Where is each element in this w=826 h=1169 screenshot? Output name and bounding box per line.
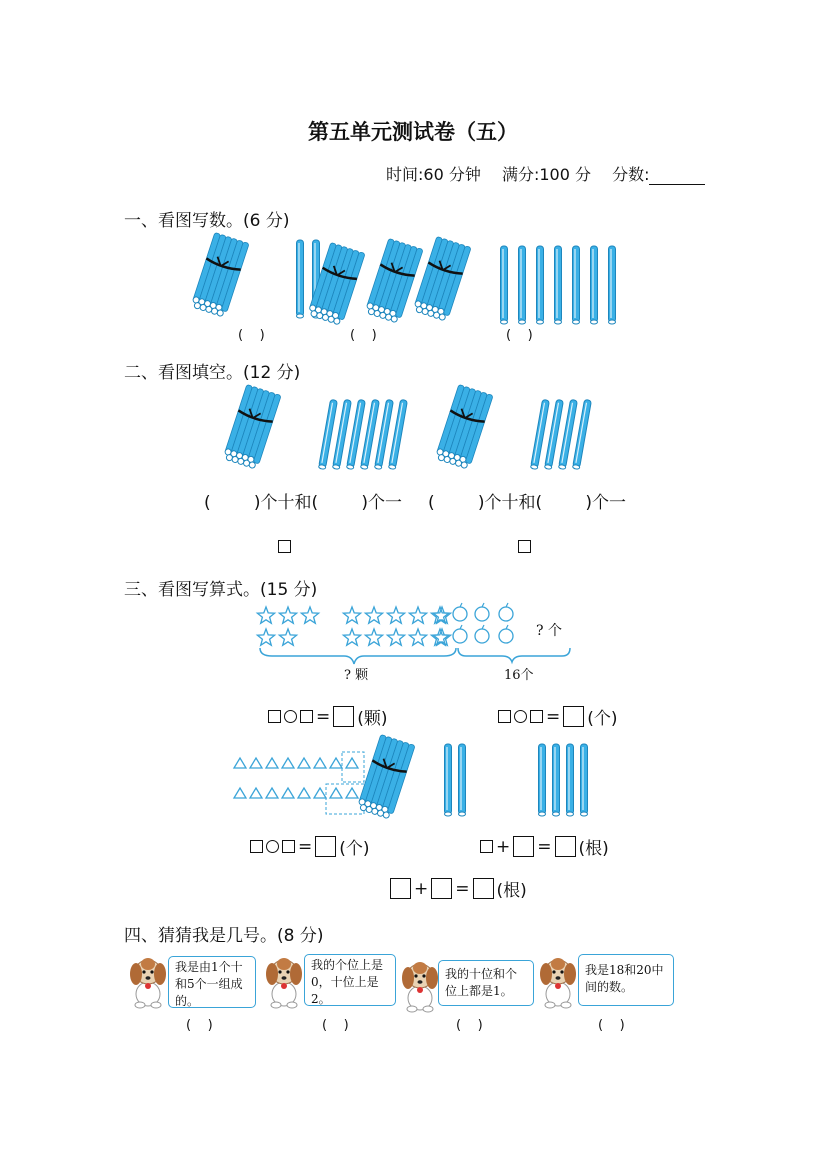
eq3-box-a[interactable]	[250, 840, 263, 853]
equation-2	[498, 704, 618, 729]
section-2-sticks-figure	[230, 386, 610, 476]
star-icon	[409, 629, 426, 645]
eq1-operator[interactable]	[284, 710, 297, 723]
clue-bubble-2: 我的个位上是0，十位上是2。	[304, 954, 396, 1006]
stick-icon	[553, 744, 560, 816]
eq2-operator[interactable]	[514, 710, 527, 723]
eq1-box-b[interactable]	[300, 710, 313, 723]
apples-total-label: 16个	[504, 668, 534, 683]
star-icon	[257, 607, 274, 623]
test-meta	[386, 162, 721, 185]
score-blank[interactable]	[649, 170, 705, 185]
eq3-unit: (个)	[339, 839, 370, 859]
eq3-equals: =	[298, 836, 313, 857]
eq1-unit: (颗)	[357, 709, 388, 729]
answer-box-2a[interactable]	[278, 540, 291, 553]
eq4-box-b[interactable]	[513, 836, 534, 857]
triangle-icon	[346, 758, 358, 768]
clue-bubble-4: 我是18和20中间的数。	[578, 954, 674, 1006]
stick-icon	[459, 744, 466, 816]
section-2-heading: 二、看图填空。(12 分)	[124, 363, 301, 383]
puppy-icon	[398, 956, 442, 1012]
eq2-equals: =	[546, 706, 561, 727]
answer-blank-4a[interactable]: ( )	[186, 1018, 213, 1033]
score-label: 分数:	[612, 165, 650, 184]
eq2-unit: (个)	[587, 709, 618, 729]
star-icon	[257, 629, 274, 645]
puppy-icon	[126, 952, 170, 1008]
page-title: 第五单元测试卷（五）	[308, 120, 518, 144]
star-icon	[301, 607, 318, 623]
bundle-icon	[191, 232, 249, 317]
eq2-box-a[interactable]	[498, 710, 511, 723]
star-icon	[387, 629, 404, 645]
bundle-icon	[357, 734, 415, 819]
fill-blank-left[interactable]: ( )个十和( )个一	[204, 493, 402, 513]
apple-icon	[499, 625, 513, 643]
triangle-icon	[314, 758, 326, 768]
clue-bubble-1: 我是由1个十和5个一组成的。	[168, 956, 256, 1008]
full-score: 满分:100 分	[501, 165, 591, 184]
stick-icon	[501, 246, 508, 324]
answer-blank-4d[interactable]: ( )	[598, 1018, 625, 1033]
bundle-icon	[365, 238, 423, 323]
fill-blank-right[interactable]: ( )个十和( )个一	[428, 493, 626, 513]
eq5-equals: =	[455, 878, 470, 899]
eq1-box-a[interactable]	[268, 710, 281, 723]
triangle-icon	[266, 758, 278, 768]
star-icon	[279, 629, 296, 645]
equation-5	[390, 876, 527, 901]
apple-icon	[453, 603, 467, 621]
triangle-icon	[330, 788, 342, 798]
star-icon	[343, 629, 360, 645]
star-icon	[365, 607, 382, 623]
triangle-icon	[298, 788, 310, 798]
stick-icon	[445, 744, 452, 816]
answer-box-2b[interactable]	[518, 540, 531, 553]
stick-icon	[567, 744, 574, 816]
answer-blank-4c[interactable]: ( )	[456, 1018, 483, 1033]
apple-icon	[475, 603, 489, 621]
stick-icon	[537, 246, 544, 324]
equation-1	[268, 704, 388, 729]
eq5-result-box[interactable]	[473, 878, 494, 899]
eq5-box-a[interactable]	[390, 878, 411, 899]
apple-icon	[475, 625, 489, 643]
eq1-equals: =	[316, 706, 331, 727]
star-icon	[387, 607, 404, 623]
stick-icon	[555, 246, 562, 324]
answer-blank-1c[interactable]: ( )	[506, 328, 533, 343]
triangle-icon	[314, 788, 326, 798]
stick-icon	[573, 246, 580, 324]
apple-icon	[453, 625, 467, 643]
triangles-sticks-figure	[230, 736, 610, 816]
eq5-plus: +	[414, 878, 429, 899]
star-icon	[279, 607, 296, 623]
answer-blank-1a[interactable]: ( )	[238, 328, 265, 343]
apples-question-label: ? 个	[536, 623, 562, 639]
answer-blank-1b[interactable]: ( )	[350, 328, 377, 343]
stick-icon	[581, 744, 588, 816]
section-1-heading: 一、看图写数。(6 分)	[124, 211, 290, 231]
section-1-sticks-figure	[200, 234, 630, 334]
eq3-operator[interactable]	[266, 840, 279, 853]
answer-blank-4b[interactable]: ( )	[322, 1018, 349, 1033]
star-icon	[365, 629, 382, 645]
equation-3	[250, 834, 370, 859]
star-icon	[343, 607, 360, 623]
triangle-icon	[234, 788, 246, 798]
triangle-icon	[298, 758, 310, 768]
stick-icon	[297, 240, 304, 318]
bundle-icon	[435, 384, 493, 469]
eq5-unit: (根)	[496, 881, 527, 901]
eq3-box-b[interactable]	[282, 840, 295, 853]
eq2-box-b[interactable]	[530, 710, 543, 723]
stars-apples-figure	[252, 602, 592, 682]
triangle-icon	[330, 758, 342, 768]
clue-bubble-3: 我的十位和个位上都是1。	[438, 960, 534, 1006]
eq5-box-b[interactable]	[431, 878, 452, 899]
stars-question-label: ? 颗	[344, 668, 369, 683]
apple-icon	[499, 603, 513, 621]
triangle-icon	[346, 788, 358, 798]
stick-icon	[609, 246, 616, 324]
eq1-result-box[interactable]	[333, 706, 354, 727]
eq4-unit: (根)	[578, 839, 609, 859]
equation-4	[480, 834, 609, 859]
stick-icon	[519, 246, 526, 324]
eq3-result-box[interactable]	[315, 836, 336, 857]
bundle-icon	[223, 384, 281, 469]
section-4-heading: 四、猜猜我是几号。(8 分)	[124, 926, 324, 946]
triangle-icon	[266, 788, 278, 798]
stick-icon	[591, 246, 598, 324]
triangle-icon	[234, 758, 246, 768]
eq4-result-box[interactable]	[555, 836, 576, 857]
triangle-icon	[282, 788, 294, 798]
triangle-icon	[250, 758, 262, 768]
eq4-equals: =	[537, 836, 552, 857]
triangle-icon	[282, 758, 294, 768]
time-limit: 时间:60 分钟	[386, 165, 481, 184]
puppy-icon	[262, 952, 306, 1008]
star-icon	[409, 607, 426, 623]
stick-icon	[539, 744, 546, 816]
section-3-heading: 三、看图写算式。(15 分)	[124, 580, 318, 600]
eq4-box-a[interactable]	[480, 840, 493, 853]
eq4-plus: +	[496, 836, 511, 857]
eq2-result-box[interactable]	[563, 706, 584, 727]
triangle-icon	[250, 788, 262, 798]
puppy-icon	[536, 952, 580, 1008]
